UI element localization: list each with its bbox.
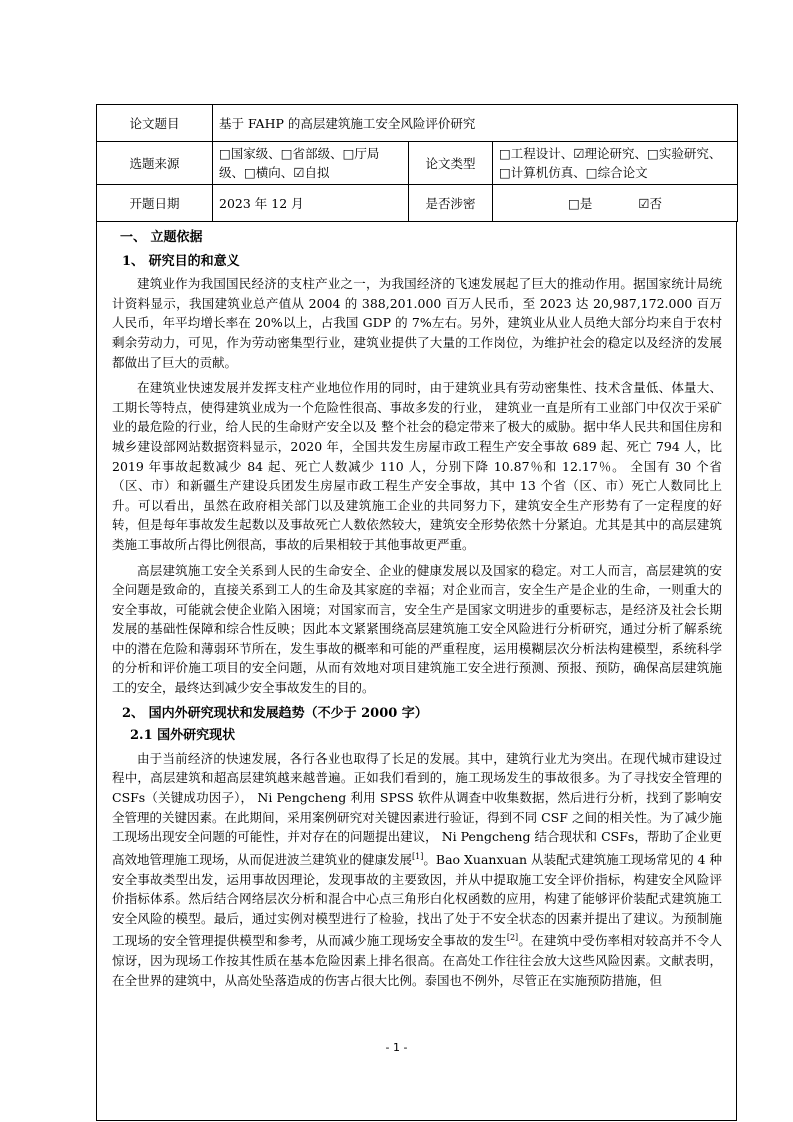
paragraph: 高层建筑施工安全关系到人民的生命安全、企业的健康发展以及国家的稳定。对工人而言，高层建筑的安全问题是致命的，直接关系到工人的生命及其家庭的幸福；对企业而言，安全生产是企业的生命，一则重大的安全事故，可能就会使企业陷入困境；对国家而言，安全生产是国家文明进步的重要标志，是经济及社会长期发展的基础性保障和综合性反映；因此本文紧紧围绕高层建筑施工安全风险进行分析研究，通过分析了解系统中的潜在危险和薄弱环节所在，发生事故的概率和可能的严重程度，运用模糊层次分析法构建模型，系统科学的分析和评价施工项目的安全问题，从而有效地对项目建筑施工安全进行预测、预报、预防，确保高层建筑施工的安全，最终达到减少安全事故发生的目的。 xyxy=(112,562,722,696)
paragraph: 在建筑业快速发展并发挥支柱产业地位作用的同时，由于建筑业具有劳动密集性、技术含量低、体量大、工期长等特点，使得建筑业成为一个危险性很高、事故多发的行业， 建筑业一直是所有工业部门中仅次于采矿业的最危险的行业，给人民的生命财产安全以及 整个社会的稳定带来了极大的威胁。据中华人民共和国住房和城乡建设部网站数据资料显示，2020 年，全国共发生房屋市政工程生产安全事故 689 起、死亡 794 人，比 2019 年事故起数减少 84 起、死亡人数减少 110 人，分别下降 10.87％和 12.17％。 全国有 30 个省（区、市）和新疆生产建设兵团发生房屋市政工程生产安全事故，其中 13 个省（区、市）死亡人数同比上升。可以看出，虽然在政府相关部门以及建筑施工企业的共同努力下，建筑安全生产形势有了一定程度的好转，但是每年事故发生起数以及事故死亡人数依然较大，建筑安全形势依然十分紧迫。尤其是其中的高层建筑类施工事故所占得比例很高，事故的后果相较于其他事故更严重。 xyxy=(112,380,722,552)
secret-yes-checkbox[interactable]: □是 xyxy=(568,195,593,211)
secret-no-checkbox[interactable]: ☑否 xyxy=(638,195,663,211)
paragraph-part: 。Bao Xuanxuan 从装配式建筑施工现场常见的 4 种安全事故类型出发，运用事故因理论，发现事故的主要致因，并从中提取施工安全评价指标，构建安全风险评价指标体系。然后结合网络层次分析和混合中心点三角形白化权函数的应用，构建了能够评价装配式建筑施工安全风险的模型。最后，通过实例对模型进行了检验，找出了处于不安全状态的因素并提出了建议。为预制施工现场的安全管理提供模型和参考，从而减少施工现场安全事故的发生 xyxy=(112,851,722,949)
date-value: 2023 年 12 月 xyxy=(213,185,409,222)
table-row xyxy=(97,185,738,222)
table-row xyxy=(97,105,738,142)
subsection-heading: 1、 研究目的和意义 xyxy=(122,253,240,269)
citation: [1] xyxy=(412,851,424,861)
paragraph-part: 。在建筑中受伤率相对较高并不令人惊讶，因为现场工作按其性质在基本危险因素上排名很高。在高处工作往往会放大这些风险因素。文献表明，在全世界的建筑中，从高处坠落造成的伤害占很大比例。泰国也不例外，尽管正在实施预防措施，但 xyxy=(112,933,722,988)
date-label: 开题日期 xyxy=(97,185,213,222)
secret-label: 是否涉密 xyxy=(409,185,493,222)
subsection-heading: 2、 国内外研究现状和发展趋势（不少于 2000 字） xyxy=(122,705,428,721)
source-label: 选题来源 xyxy=(97,142,213,185)
paragraph-part: 由于当前经济的快速发展，各行各业也取得了长足的发展。其中，建筑行业尤为突出。在现代城市建设过程中，高层建筑和超高层建筑越来越普遍。正如我们看到的，施工现场发生的事故很多。为了寻找安全管理的 CSFs（关键成功因子）， Ni Pengcheng 利用 SPSS 软件从调查中收集数据，然后进行分析，找到了影响安全管理的关键因素。在此期间，采用案例研究对关键因素进行验证，得到不同 CSF 之间的相关性。为了减少施工现场出现安全问题的可能性，并对存在的问题提出建议， Ni Pengcheng 结合现状和 CSFs，帮助了企业更高效地管理施工现场，从而促进波兰建筑业的健康发展 xyxy=(112,750,722,867)
page xyxy=(96,104,737,1107)
type-label: 论文类型 xyxy=(409,142,493,185)
title-label: 论文题目 xyxy=(97,105,213,142)
content-box xyxy=(96,222,737,1121)
citation: [2] xyxy=(506,933,519,943)
source-value: □国家级、□省部级、□厅局级、□横向、☑自拟 xyxy=(213,142,409,185)
paragraph xyxy=(112,749,722,990)
section-heading: 一、 立题依据 xyxy=(120,230,203,245)
type-value: □工程设计、☑理论研究、□实验研究、□计算机仿真、□综合论文 xyxy=(493,142,738,185)
subsubsection-heading: 2.1 国外研究现状 xyxy=(130,728,236,744)
secret-value xyxy=(493,185,738,222)
table-row xyxy=(97,142,738,185)
thesis-info-table xyxy=(96,104,738,222)
title-value: 基于 FAHP 的高层建筑施工安全风险评价研究 xyxy=(213,105,738,142)
page-number: - 1 - xyxy=(385,1041,408,1054)
content-text xyxy=(97,222,736,990)
paragraph: 建筑业作为我国国民经济的支柱产业之一，为我国经济的飞速发展起了巨大的推动作用。据国家统计局统计资料显示，我国建筑业总产值从 2004 的 388,201.000 百万人民币，至 2023 达 20,987,172.000 百万人民币，年平均增长率在 20%以上，占我国 GDP 的 7%左右。另外，建筑业从业人员绝大部分均来自于农村剩余劳动力，可见，作为劳动密集型行业，建筑业提供了大量的工作岗位，为维护社会的稳定以及经济的发展都做出了巨大的贡献。 xyxy=(112,276,722,370)
